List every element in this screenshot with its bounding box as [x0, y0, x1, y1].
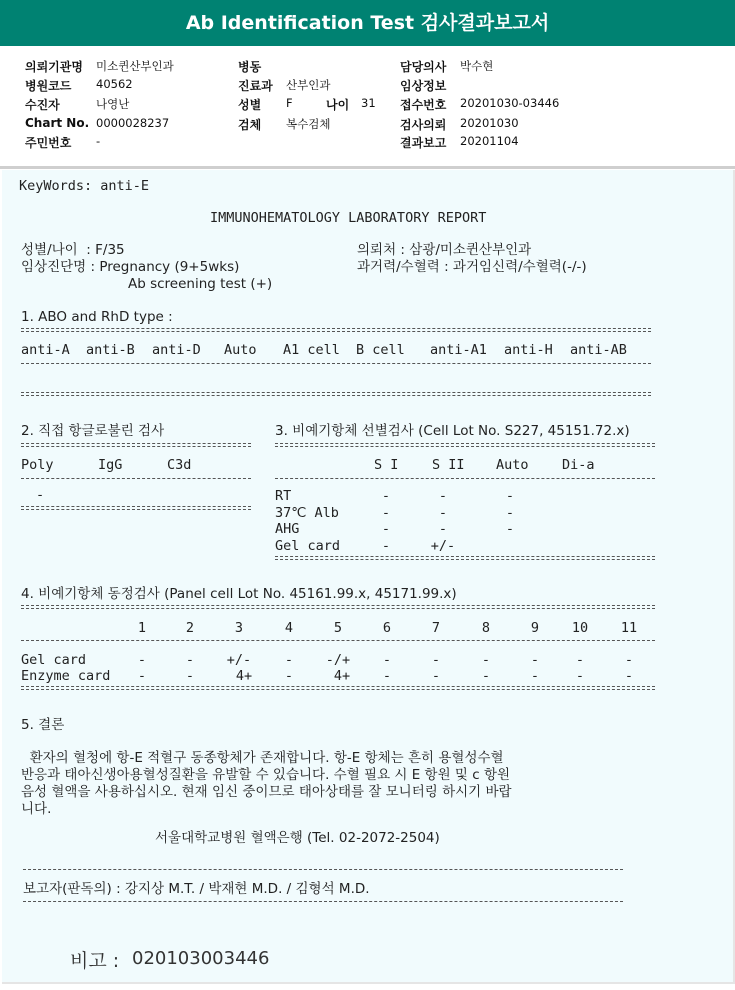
note-label: 비고 :: [70, 950, 120, 972]
panel-col: 3: [234, 620, 244, 636]
scanned-report: [2, 170, 735, 984]
single-rule: [23, 901, 623, 902]
patient-label: 수진자: [25, 98, 60, 112]
panel-col: 6: [382, 620, 392, 636]
chart-no-value: 0000028237: [96, 116, 170, 130]
abo-header-anti-a1: anti-A1: [430, 342, 487, 358]
abo-title: 1. ABO and RhD type :: [21, 309, 173, 325]
chart-no-label: Chart No.: [25, 116, 90, 130]
panel-cell: -: [624, 652, 634, 668]
screen-cell: -: [505, 505, 515, 521]
screen-header-auto: Auto: [496, 457, 529, 473]
double-rule: [21, 443, 251, 447]
panel-col: 9: [530, 620, 540, 636]
sex-age: 성별/나이 : F/35: [21, 242, 125, 258]
dat-title: 2. 직접 항글로불린 검사: [21, 423, 165, 439]
panel-col: 4: [284, 620, 294, 636]
report-date-label: 결과보고: [400, 136, 447, 150]
panel-col: 5: [333, 620, 343, 636]
requester: 의뢰처 : 삼광/미소퀸산부인과: [357, 242, 532, 258]
abo-header-anti-h: anti-H: [504, 342, 553, 358]
screen-cell: -: [381, 488, 391, 504]
double-rule: [21, 506, 251, 510]
conclusion-line-4: 니다.: [21, 801, 52, 817]
panel-cell: -: [431, 652, 441, 668]
panel-cell: -: [137, 652, 147, 668]
screen-cell: -: [438, 521, 448, 537]
single-rule: [275, 478, 655, 479]
panel-cell: -/+: [325, 652, 351, 668]
conclusion-line-1: 환자의 혈청에 항-E 적혈구 동종항체가 존재합니다. 항-E 항체는 흔히 용혈성수혈: [21, 750, 504, 766]
abo-header-anti-ab: anti-AB: [570, 342, 627, 358]
panel-cell: -: [185, 668, 195, 684]
screen-header-s2: S II: [432, 457, 465, 473]
dat-header-igg: IgG: [98, 457, 123, 473]
reporter: 보고자(판독의) : 강지상 M.T. / 박재현 M.D. / 김형석 M.D.: [23, 881, 370, 897]
panel-col: 8: [481, 620, 491, 636]
keywords: KeyWords: anti-E: [19, 178, 150, 194]
double-rule: [275, 556, 655, 560]
ward-label: 병동: [238, 60, 262, 74]
single-rule: [23, 869, 623, 870]
double-rule: [21, 328, 651, 332]
institution-value: 미소퀸산부인과: [96, 59, 174, 73]
abo-header-auto: Auto: [224, 342, 257, 358]
screen-cell: -: [381, 538, 391, 554]
diagnosis: 임상진단명 : Pregnancy (9+5wks): [21, 259, 240, 275]
receipt-no-label: 접수번호: [400, 98, 447, 112]
panel-col: 7: [431, 620, 441, 636]
panel-col: 2: [185, 620, 195, 636]
panel-cell: -: [575, 668, 585, 684]
abo-header-b-cell: B cell: [356, 342, 405, 358]
report-header: [0, 0, 735, 46]
panel-row-label: Enzyme card: [21, 668, 111, 684]
panel-col: 11: [620, 620, 638, 636]
specimen-label: 검체: [238, 118, 262, 132]
institution-label: 의뢰기관명: [25, 60, 83, 74]
panel-cell: +/-: [226, 652, 252, 668]
dat-header-c3d: C3d: [167, 457, 192, 473]
panel-cell: -: [431, 668, 441, 684]
screen-cell: -: [505, 488, 515, 504]
screen-cell: -: [438, 488, 448, 504]
blood-bank-contact: 서울대학교병원 혈액은행 (Tel. 02-2072-2504): [155, 830, 440, 846]
screen-cell: -: [505, 521, 515, 537]
sex-label: 성별: [238, 98, 262, 112]
resident-no-label: 주민번호: [25, 136, 72, 150]
dat-result: -: [36, 487, 45, 503]
screen-row-label: Gel card: [275, 538, 341, 554]
age-value: 31: [361, 96, 376, 110]
panel-cell: -: [137, 668, 147, 684]
double-rule: [21, 605, 655, 609]
request-date-value: 20201030: [460, 116, 519, 130]
screen-header-dia: Di-a: [562, 457, 595, 473]
double-rule: [21, 392, 651, 396]
screen-cell: -: [381, 505, 391, 521]
panel-cell: 4+: [333, 668, 351, 684]
double-rule: [21, 686, 655, 690]
sex-value: F: [286, 96, 293, 110]
panel-col: 10: [571, 620, 589, 636]
double-rule: [275, 443, 655, 447]
department-value: 산부인과: [286, 78, 331, 92]
clinical-info-label: 임상정보: [400, 79, 447, 93]
conclusion-line-3: 음성 혈액을 사용하십시오. 현재 임신 중이므로 태아상태를 잘 모니터링 하시기 바랍: [21, 784, 512, 800]
conclusion-title: 5. 결론: [21, 717, 65, 733]
single-rule: [21, 363, 651, 364]
lab-report-title: IMMUNOHEMATOLOGY LABORATORY REPORT: [210, 210, 487, 226]
panel-cell: -: [530, 668, 540, 684]
report-date-value: 20201104: [460, 134, 519, 148]
single-rule: [21, 478, 251, 479]
screen-row-label: 37℃ Alb: [275, 505, 339, 521]
conclusion-line-2: 반응과 태아신생아용혈성질환을 유발할 수 있습니다. 수혈 필요 시 E 항원 및 c 항원: [21, 767, 511, 783]
screen-cell: -: [381, 521, 391, 537]
panel-cell: 4+: [235, 668, 253, 684]
screen-header-s1: S I: [374, 457, 399, 473]
panel-cell: -: [284, 668, 294, 684]
panel-cell: -: [530, 652, 540, 668]
screen-row-label: AHG: [275, 521, 300, 537]
screen-title: 3. 비예기항체 선별검사 (Cell Lot No. S227, 45151.72.x): [275, 423, 630, 439]
patient-info-panel: [0, 48, 735, 166]
hospital-code-label: 병원코드: [25, 79, 72, 93]
note-value: 020103003446: [132, 948, 270, 969]
specimen-value: 복수검체: [286, 117, 331, 131]
screen-row-label: RT: [275, 488, 292, 504]
department-label: 진료과: [238, 79, 273, 93]
screen-cell: +/-: [430, 538, 456, 554]
dat-header-poly: Poly: [21, 457, 54, 473]
panel-cell: -: [284, 652, 294, 668]
panel-cell: -: [382, 652, 392, 668]
age-label: 나이: [326, 98, 350, 112]
abo-header-anti-a: anti-A: [21, 342, 70, 358]
doctor-label: 담당의사: [400, 60, 447, 74]
diagnosis-secondary: Ab screening test (+): [128, 276, 273, 292]
panel-row-label: Gel card: [21, 652, 87, 668]
panel-col: 1: [137, 620, 147, 636]
panel-cell: -: [382, 668, 392, 684]
panel-cell: -: [575, 652, 585, 668]
abo-header-anti-d: anti-D: [152, 342, 201, 358]
single-rule: [21, 640, 655, 641]
doctor-value: 박수현: [460, 59, 494, 73]
request-date-label: 검사의뢰: [400, 118, 447, 132]
panel-cell: -: [185, 652, 195, 668]
history: 과거력/수혈력 : 과거임신력/수혈력(-/-): [357, 259, 587, 275]
panel-cell: -: [624, 668, 634, 684]
patient-value: 나영난: [96, 97, 130, 111]
receipt-no-value: 20201030-03446: [460, 96, 560, 110]
section-divider: [0, 166, 735, 169]
panel-title: 4. 비예기항체 동정검사 (Panel cell Lot No. 45161.99.x, 45171.99.x): [21, 586, 457, 602]
resident-no-value: -: [96, 134, 101, 148]
abo-header-anti-b: anti-B: [86, 342, 135, 358]
panel-cell: -: [481, 652, 491, 668]
screen-cell: -: [438, 505, 448, 521]
report-title: Ab Identification Test 검사결과보고서: [185, 12, 550, 34]
abo-header-a1-cell: A1 cell: [283, 342, 340, 358]
hospital-code-value: 40562: [96, 77, 133, 91]
panel-cell: -: [481, 668, 491, 684]
